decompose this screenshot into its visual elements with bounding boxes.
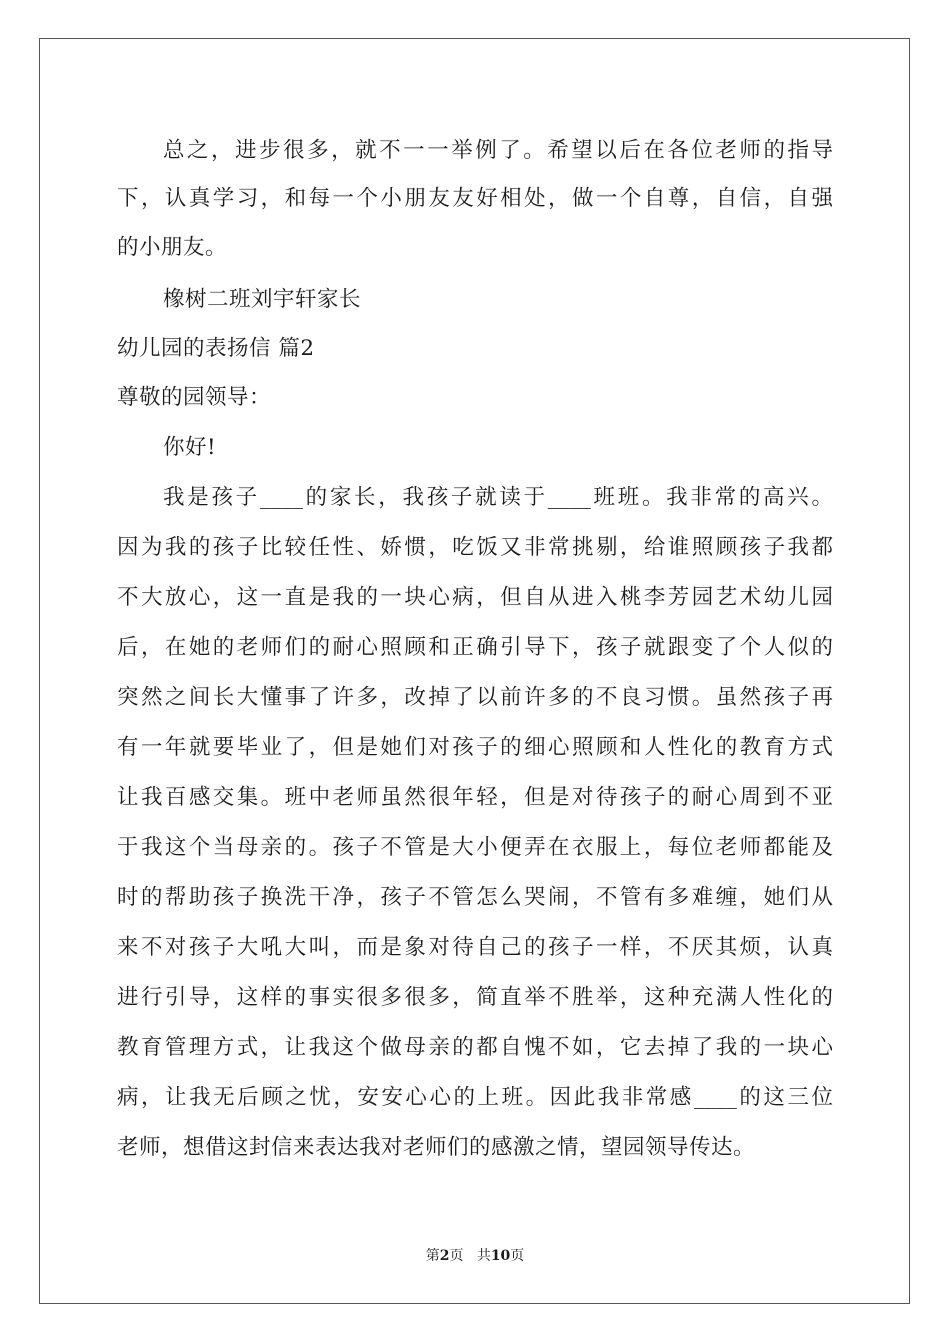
salutation: 尊敬的园领导： bbox=[117, 385, 272, 410]
body-line-7: 让我百感交集。班中老师虽然很年轻，但是对待孩子的耐心周到不亚 bbox=[117, 785, 833, 810]
closing-paragraph-line-3: 的小朋友。 bbox=[117, 235, 228, 260]
body-line-14: 老师，想借这封信来表达我对老师们的感激之情，望园领导传达。 bbox=[117, 1135, 756, 1160]
body-line-9: 时的帮助孩子换洗干净，孩子不管怎么哭闹，不管有多难缠，她们从 bbox=[117, 885, 833, 910]
footer-page-total: 10 bbox=[490, 1248, 511, 1264]
footer-page-current: 2 bbox=[439, 1248, 450, 1264]
body-line-4: 后，在她的老师们的耐心照顾和正确引导下，孩子就跟变了个人似的 bbox=[117, 635, 833, 660]
page-footer bbox=[0, 1246, 950, 1266]
body-line-1: 我是孩子____的家长，我孩子就读于____班班。我非常的高兴。 bbox=[163, 485, 833, 510]
footer-total-suffix: 页 bbox=[510, 1248, 525, 1264]
page-border bbox=[39, 38, 910, 1304]
body-line-6: 有一年就要毕业了，但是她们对孩子的细心照顾和人性化的教育方式 bbox=[117, 735, 833, 760]
body-line-2: 因为我的孩子比较任性、娇惯，吃饭又非常挑剔，给谁照顾孩子我都 bbox=[117, 535, 833, 560]
footer-total-prefix: 共 bbox=[476, 1248, 491, 1264]
body-line-11: 进行引导，这样的事实很多很多，简直举不胜举，这种充满人性化的 bbox=[117, 985, 833, 1010]
body-line-8: 于我这个当母亲的。孩子不管是大小便弄在衣服上，每位老师都能及 bbox=[117, 835, 833, 860]
signature: 橡树二班刘宇轩家长 bbox=[163, 287, 362, 312]
footer-page-prefix: 第 bbox=[425, 1248, 440, 1264]
body-line-12: 教育管理方式，让我这个做母亲的都自愧不如，它去掉了我的一块心 bbox=[117, 1035, 833, 1060]
body-line-3: 不大放心，这一直是我的一块心病，但自从进入桃李芳园艺术幼儿园 bbox=[117, 585, 833, 610]
closing-paragraph-line-1: 总之，进步很多，就不一一举例了。希望以后在各位老师的指导 bbox=[163, 138, 833, 163]
body-line-13: 病，让我无后顾之忧，安安心心的上班。因此我非常感____的这三位 bbox=[117, 1085, 833, 1110]
closing-paragraph-line-2: 下，认真学习，和每一个小朋友友好相处，做一个自尊，自信，自强 bbox=[117, 186, 833, 211]
footer-page-suffix: 页 bbox=[449, 1248, 464, 1264]
greeting: 你好! bbox=[163, 435, 217, 460]
section-heading: 幼儿园的表扬信 篇2 bbox=[117, 336, 315, 361]
body-line-5: 突然之间长大懂事了许多，改掉了以前许多的不良习惯。虽然孩子再 bbox=[117, 685, 833, 710]
body-line-10: 来不对孩子大吼大叫，而是象对待自己的孩子一样，不厌其烦，认真 bbox=[117, 935, 833, 960]
